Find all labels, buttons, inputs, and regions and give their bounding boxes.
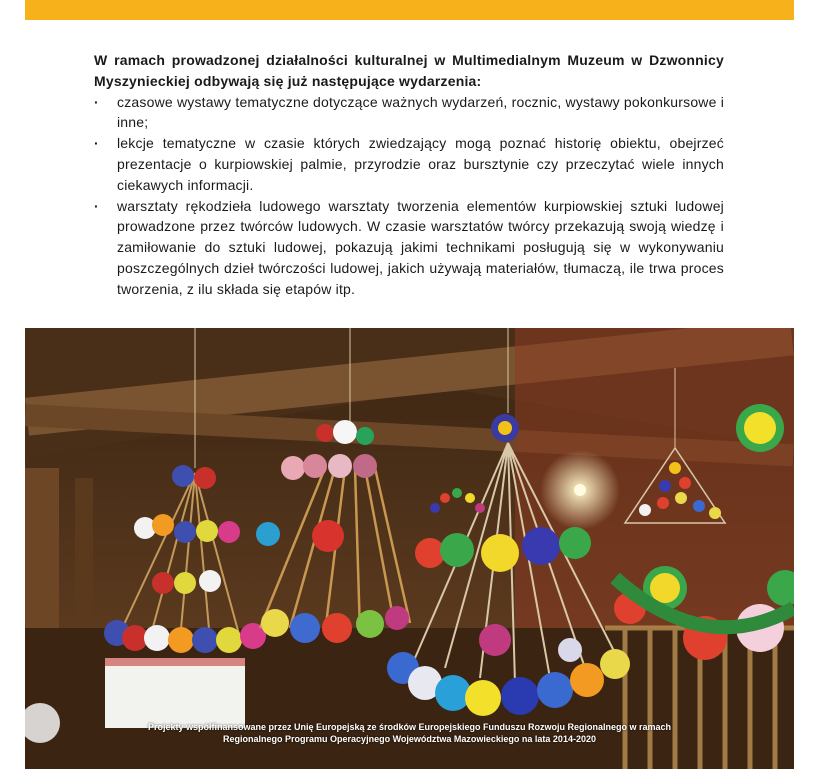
- list-item: [94, 196, 724, 300]
- list-item-text: lekcje tematyczne w czasie których zwiedzający mogą poznać historię obiektu, obejrzeć prezentacje o kurpiowskiej palmie, przyrodzie oraz bursztynie czy przeczytać wiele innych ciekawych informacji.: [117, 135, 724, 193]
- kurpie-chandeliers-illustration: [25, 328, 794, 769]
- event-list: [94, 92, 724, 300]
- bullet-marker: ·: [94, 197, 99, 214]
- list-item: [94, 133, 724, 195]
- bullet-marker: ·: [94, 135, 99, 152]
- accent-bar: [25, 0, 794, 20]
- caption-line-1: Projekty współfinansowane przez Unię Europejską ze środków Europejskiego Funduszu Rozwoju Regionalnego w ramach: [147, 722, 672, 732]
- caption-line-2: Regionalnego Programu Operacyjnego Województwa Mazowieckiego na lata 2014-2020: [223, 734, 596, 744]
- list-item-text: czasowe wystawy tematyczne dotyczące ważnych wydarzeń, rocznic, wystawy pokonkursowe i inne;: [117, 93, 724, 131]
- photo-caption: [25, 721, 794, 745]
- intro-paragraph: W ramach prowadzonej działalności kulturalnej w Multimedialnym Muzeum w Dzwonnicy Myszynieckiej odbywają się już następujące wydarzenia:: [94, 52, 724, 89]
- body-text: [94, 50, 724, 300]
- list-item-text: warsztaty rękodzieła ludowego warsztaty tworzenia elementów kurpiowskiej sztuki ludowej prowadzone przez twórców ludowych. W czasie warsztatów twórcy przekazują swoją wiedzę i zamiłowanie do sztuki ludowej, pokazują jakimi technikami posługują się w wykonywaniu poszczególnych dzieł twórczości ludowej, jakich używają materiałów, tłumaczą, ile trwa proces tworzenia, z ilu składa się etapów itp.: [117, 197, 724, 297]
- list-item: [94, 92, 724, 134]
- folk-art-photo: [25, 328, 794, 769]
- bullet-marker: ·: [94, 93, 99, 110]
